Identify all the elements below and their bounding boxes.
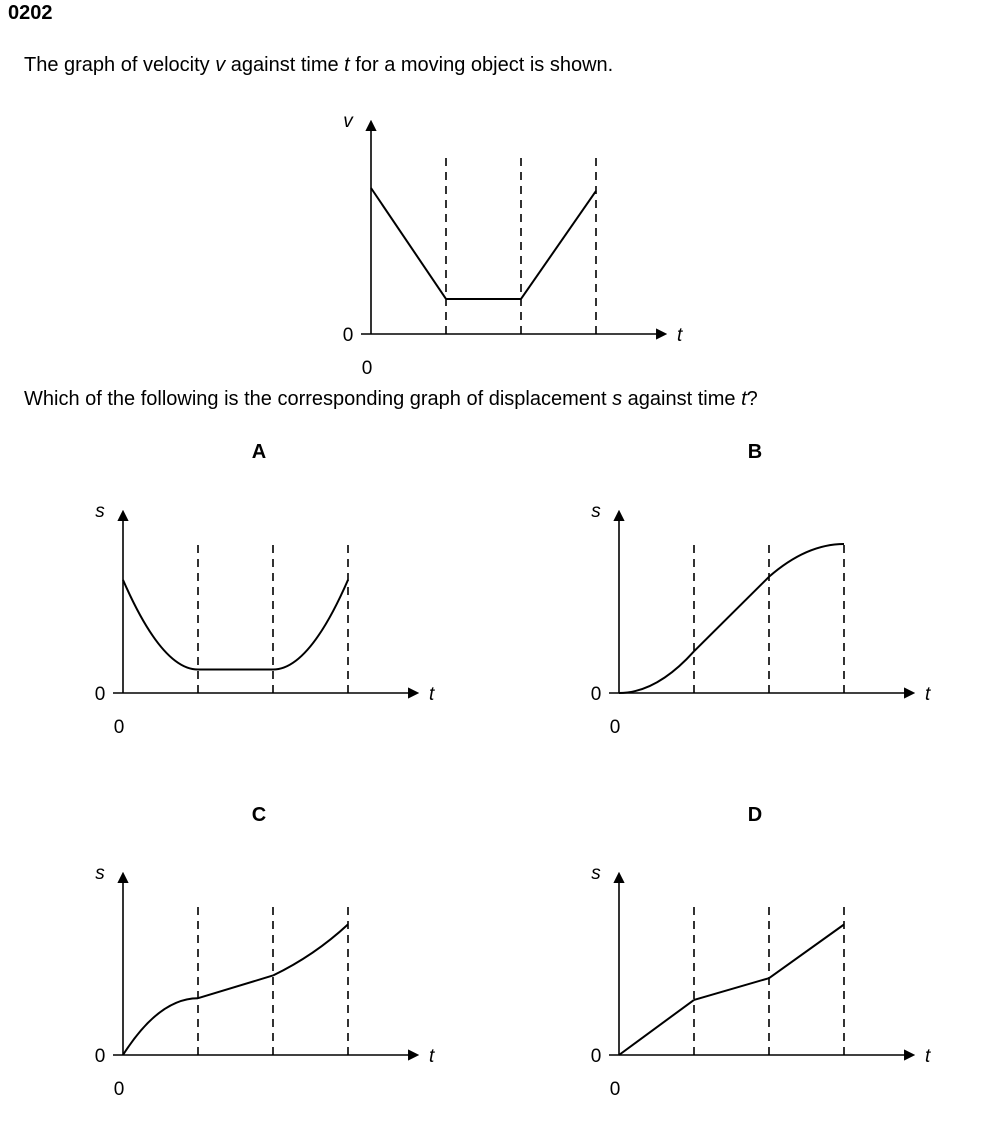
option-label-d: D <box>747 804 763 826</box>
chart-d-curve-segment-3 <box>769 925 844 979</box>
chart-b-origin-y-label: 0 <box>590 684 602 705</box>
chart-b-y-axis-label: s <box>591 501 601 522</box>
chart-c-origin-x-label: 0 <box>113 1079 125 1100</box>
chart-d-origin-y-label: 0 <box>590 1046 602 1067</box>
chart-d-curve-segment-1 <box>619 1000 694 1055</box>
chart-c-curve-segment-2 <box>198 975 273 998</box>
chart-c-x-axis-label: t <box>429 1046 435 1067</box>
stem-text-2: against time <box>225 54 345 76</box>
chart-velocity-origin-y-label: 0 <box>342 325 354 346</box>
prompt-var-t: t <box>741 388 747 410</box>
option-label-a: A <box>251 441 267 463</box>
stem-text-1: The graph of velocity <box>24 54 216 76</box>
chart-a-y-axis-label: s <box>95 501 105 522</box>
chart-d-origin-x-label: 0 <box>609 1079 621 1100</box>
chart-a-curve-segment-3 <box>273 580 348 670</box>
chart-a-origin-y-label: 0 <box>94 684 106 705</box>
stem-var-t: t <box>344 54 350 76</box>
option-label-c: C <box>251 804 267 826</box>
chart-a-curve-segment-1 <box>123 580 198 670</box>
chart-b-curve-segment-1 <box>619 651 694 693</box>
chart-velocity-x-axis-label: t <box>677 325 683 346</box>
chart-c-y-axis-label: s <box>95 863 105 884</box>
chart-a-x-axis-label: t <box>429 684 435 705</box>
chart-d-x-axis-label: t <box>925 1046 931 1067</box>
stem-var-v: v <box>215 54 226 76</box>
prompt-text-3: ? <box>746 388 758 410</box>
chart-velocity-origin-x-label: 0 <box>361 358 373 379</box>
chart-velocity-curve-segment-1 <box>371 188 446 299</box>
question-number: 0202 <box>8 2 53 24</box>
chart-b-curve-segment-3 <box>769 544 844 577</box>
chart-velocity-y-axis-label: v <box>343 111 353 132</box>
prompt-var-s: s <box>612 388 623 410</box>
chart-c-origin-y-label: 0 <box>94 1046 106 1067</box>
chart-b-curve-segment-2 <box>694 577 769 652</box>
chart-b-x-axis-label: t <box>925 684 931 705</box>
chart-d-curve-segment-2 <box>694 978 769 1000</box>
chart-c-curve-segment-1 <box>123 998 198 1055</box>
chart-b-origin-x-label: 0 <box>609 717 621 738</box>
chart-velocity-curve-segment-3 <box>521 191 596 299</box>
chart-c-curve-segment-3 <box>273 924 348 975</box>
stem-text-3: for a moving object is shown. <box>349 54 614 76</box>
prompt-text-2: against time <box>622 388 742 410</box>
prompt-text-1: Which of the following is the corresponding graph of displacement <box>24 388 613 410</box>
chart-d-y-axis-label: s <box>591 863 601 884</box>
chart-a-origin-x-label: 0 <box>113 717 125 738</box>
option-label-b: B <box>747 441 763 463</box>
